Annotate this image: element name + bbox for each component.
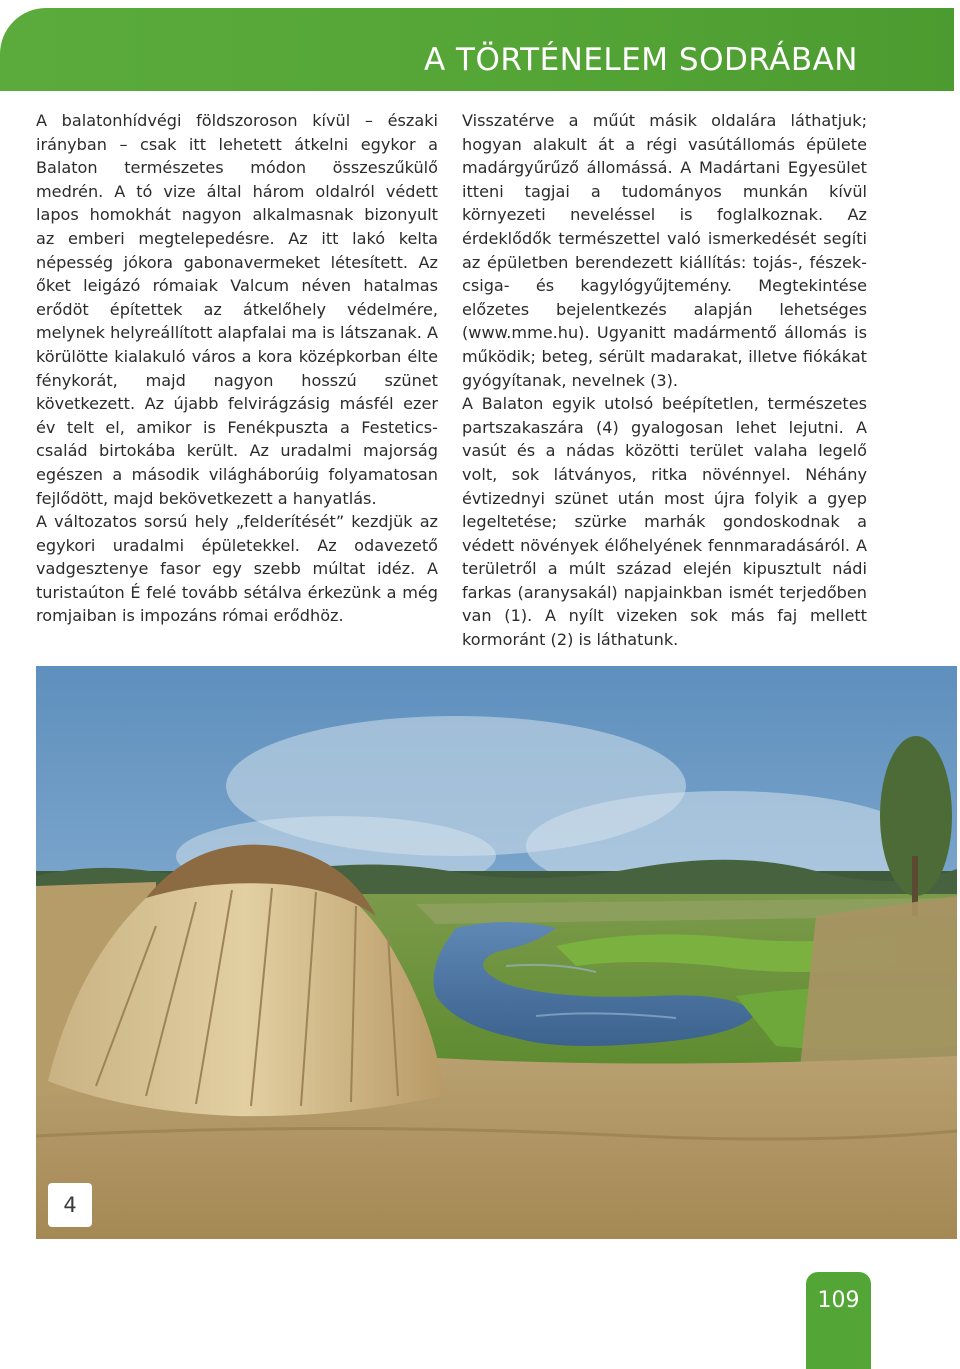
paragraph: A Balaton egyik utolsó beépítetlen, természetes partszakaszára (4) gyalogosan lehet lejutni. A vasút és a nádas közötti terület valaha legelő volt, sok látványos, ritka növénnyel. Néhány évtizednyi szünet után most újra folyik a gyep legeltetése; szürke marhák gondoskodnak a védett növények élőhelyének fennmaradásáról. A területről a múlt század elején kipusztult nádi farkas (aranysakál) napjainkban ismét terjedőben van (1). A nyílt vizeken sok más faj mellett kormoránt (2) is láthatunk. xyxy=(462,394,867,650)
paragraph: Visszatérve a műút másik oldalára láthatjuk; hogyan alakult át a régi vasútállomás épülete madárgyűrűző állomássá. A Madártani Egyesület itteni tagjai a tudományos munkán kívül környezeti neveléssel is foglalkoznak. Az érdeklődők természettel való ismerkedését segíti az épületben berendezett kiállítás: tojás-, fészek- csiga- és kagylógyűjtemény. Megtekintése előzetes bejelentkezés alapján lehetséges (www.mme.hu). Ugyanitt madármentő állomás is működik; beteg, sérült madarakat, illetve fiókákat gyógyítanak, nevelnek (3). xyxy=(462,111,867,390)
chapter-title: A TÖRTÉNELEM SODRÁBAN xyxy=(423,42,858,78)
reed-marsh-illustration xyxy=(36,666,957,1239)
paragraph: A balatonhídvégi földszoroson kívül – északi irányban – csak itt lehetett átkelni egykor a Balaton természetes módon összeszűkülő medrén. A tó vize által három oldalról védett lapos homokhát nagyon alkalmasnak bizonyult az emberi megtelepedésre. Az itt lakó kelta népesség jókora gabonavermeket létesített. Az őket leigázó rómaiak Valcum néven hatalmas erődöt építettek az átkelőhely védelmére, melynek helyreállított alapfalai ma is látszanak. A körülötte kialakuló város a kora középkorban élte fénykorát, majd nagyon hosszú szünet következett. Az újabb felvirágzásig másfél ezer év telt el, amikor is Fenékpuszta a Festetics-család birtokába került. Az uradalmi majorság egészen a második világháborúig folyamatosan fejlődött, majd bekövetkezett a hanyatlás. xyxy=(36,111,438,508)
chapter-header-band xyxy=(0,8,954,91)
left-text-column xyxy=(36,109,438,628)
paragraph: A változatos sorsú hely „felderítését” kezdjük az egykori uradalmi épületekkel. Az odavezető vadgesztenye fasor egy szebb múltat idéz. A turistaúton É felé tovább sétálva érkezünk a még romjaiban is impozáns római erődhöz. xyxy=(36,512,438,626)
photo-number-badge: 4 xyxy=(48,1183,92,1227)
page-number-tab xyxy=(806,1272,871,1369)
page-number: 109 xyxy=(817,1288,860,1313)
right-text-column xyxy=(462,109,867,652)
landscape-photo xyxy=(36,666,957,1239)
